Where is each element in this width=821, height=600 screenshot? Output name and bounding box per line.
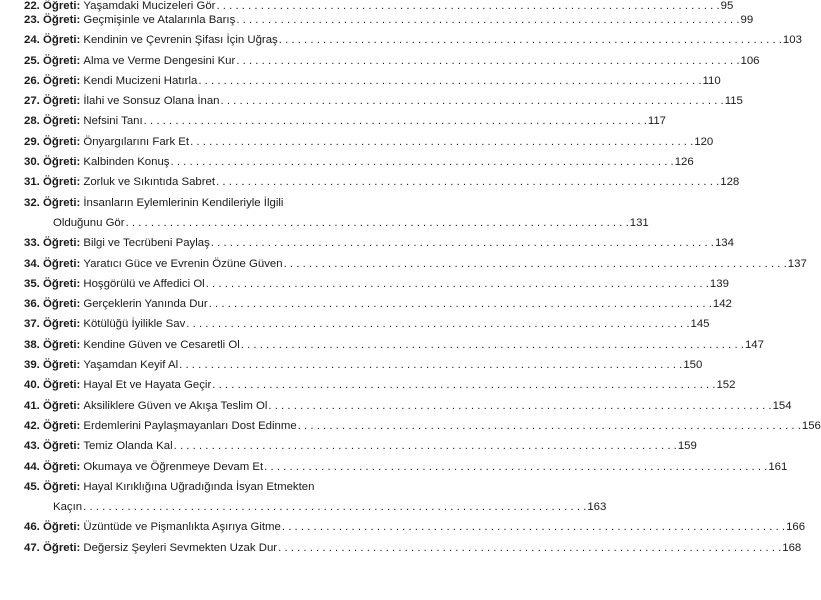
toc-entry-title: Değersiz Şeyleri Sevmekten Uzak Dur <box>83 541 278 554</box>
toc-entry-number <box>24 298 80 310</box>
toc-entry-page: 161 <box>768 460 788 473</box>
toc-entry-label: Öğreti: <box>43 338 81 351</box>
toc-entry-number <box>24 542 80 554</box>
toc-entry-title: Kalbinden Konuş <box>83 156 170 169</box>
toc-entry <box>24 419 821 440</box>
toc-entry-number <box>24 95 80 107</box>
toc-entry-index: 23. <box>24 14 40 26</box>
toc-entry-label: Öğreti: <box>43 156 81 169</box>
toc-entry-page: 115 <box>724 95 743 108</box>
toc-entry-page: 139 <box>709 277 729 290</box>
toc-entry-label: Öğreti: <box>43 237 81 250</box>
toc-entry-label: Öğreti: <box>43 176 81 189</box>
toc-entry-number <box>24 440 80 452</box>
toc-entry-label: Öğreti: <box>43 0 81 12</box>
toc-entry-title: Erdemlerini Paylaşmayanları Dost Edinme <box>83 419 297 432</box>
toc-entry-label: Öğreti: <box>43 521 81 534</box>
toc-entry-index: 35. <box>24 277 40 290</box>
toc-dot-leader <box>282 521 785 533</box>
toc-entry-number <box>24 339 80 351</box>
toc-entry-page: 120 <box>694 135 714 148</box>
toc-dot-leader <box>284 258 787 270</box>
toc-entry-label: Öğreti: <box>43 318 81 331</box>
toc-entry-title: Hayal Et ve Hayata Geçir <box>83 379 212 392</box>
table-of-contents <box>24 0 821 562</box>
toc-entry-title: Nefsini Tanı <box>83 115 143 128</box>
toc-entry-number <box>24 0 80 12</box>
toc-entry-label: Öğreti: <box>43 196 81 209</box>
toc-entry <box>24 440 697 460</box>
toc-entry <box>24 0 734 14</box>
toc-entry-page: 110 <box>702 74 721 87</box>
toc-entry <box>24 541 802 562</box>
toc-dot-leader <box>216 176 719 188</box>
toc-dot-leader <box>212 379 715 391</box>
toc-entry-page: 126 <box>674 156 694 169</box>
toc-dot-leader <box>221 95 724 107</box>
toc-entry <box>24 216 649 237</box>
toc-entry <box>24 318 710 338</box>
toc-entry-label: Öğreti: <box>43 74 81 87</box>
toc-entry-index: 22. <box>24 0 40 12</box>
toc-entry-index: 33. <box>24 237 40 250</box>
toc-entry-index: 30. <box>24 156 40 169</box>
toc-entry <box>24 359 703 379</box>
toc-entry-label: Öğreti: <box>43 480 81 493</box>
toc-dot-leader <box>171 156 674 168</box>
toc-entry-label: Öğreti: <box>43 95 81 108</box>
toc-entry-page: 142 <box>712 298 732 311</box>
toc-entry-title: Aksiliklere Güven ve Akışa Teslim Ol <box>83 399 268 412</box>
toc-entry <box>24 277 729 298</box>
toc-entry-label: Öğreti: <box>43 54 81 67</box>
toc-entry-title: Bilgi ve Tecrübeni Paylaş <box>83 237 210 250</box>
toc-entry-label: Öğreti: <box>43 440 81 453</box>
toc-entry-index: 26. <box>24 74 40 87</box>
toc-dot-leader <box>211 237 714 249</box>
toc-entry-number <box>24 258 80 270</box>
toc-entry-title: Üzüntüde ve Pişmanlıkta Aşırıya Gitme <box>83 521 281 534</box>
toc-entry-label: Öğreti: <box>43 399 81 412</box>
toc-entry-index: 24. <box>24 34 40 47</box>
toc-entry-number <box>24 176 80 188</box>
toc-entry-title: İlahi ve Sonsuz Olana İnan <box>83 95 220 108</box>
toc-entry-index: 29. <box>24 135 40 148</box>
toc-entry-title: Olduğunu Gör <box>53 216 125 229</box>
toc-entry <box>24 95 743 115</box>
toc-entry <box>24 338 764 359</box>
toc-entry-index: 37. <box>24 318 40 331</box>
toc-entry <box>24 521 806 541</box>
toc-entry-page: 99 <box>740 14 754 26</box>
toc-dot-leader <box>144 115 647 127</box>
toc-entry-title: Yaşamdaki Mucizeleri Gör <box>83 0 216 12</box>
toc-entry-number <box>24 75 80 87</box>
toc-entry-page: 106 <box>740 54 760 67</box>
toc-entry-number <box>24 481 80 493</box>
toc-entry <box>24 156 694 176</box>
toc-entry-label: Öğreti: <box>43 277 81 290</box>
toc-entry-page: 168 <box>782 541 802 554</box>
toc-dot-leader <box>264 461 767 473</box>
toc-entry-page: 134 <box>714 237 734 250</box>
toc-entry-page: 150 <box>683 359 703 372</box>
toc-entry-index: 32. <box>24 196 40 209</box>
toc-entry-title: Zorluk ve Sıkıntıda Sabret <box>83 176 216 189</box>
toc-entry-title: Gerçeklerin Yanında Dur <box>83 298 208 311</box>
toc-entry <box>24 237 734 257</box>
toc-entry <box>24 135 714 156</box>
toc-entry <box>24 54 760 75</box>
toc-entry <box>24 197 394 217</box>
toc-entry-label: Öğreti: <box>43 419 81 432</box>
toc-entry-title: İnsanların Eylemlerinin Kendileriyle İlgili <box>83 196 284 209</box>
toc-entry-page: 147 <box>744 338 764 351</box>
toc-entry-number <box>24 55 80 67</box>
toc-entry-index: 43. <box>24 440 40 453</box>
toc-entry-title: Kendi Mucizeni Hatırla <box>83 74 198 87</box>
toc-entry-index: 46. <box>24 521 40 534</box>
toc-dot-leader <box>268 400 771 412</box>
toc-entry-number <box>24 14 80 26</box>
toc-entry-number <box>24 359 80 371</box>
toc-entry <box>24 176 740 196</box>
toc-entry-index: 47. <box>24 541 40 554</box>
toc-entry-title: Temiz Olanda Kal <box>83 440 173 453</box>
toc-entry-index: 38. <box>24 338 40 351</box>
toc-entry-index: 44. <box>24 460 40 473</box>
toc-dot-leader <box>186 318 689 330</box>
toc-entry <box>24 501 607 521</box>
toc-entry-page: 117 <box>647 115 667 128</box>
toc-entry-label: Öğreti: <box>43 115 81 128</box>
toc-dot-leader <box>298 420 801 432</box>
toc-dot-leader <box>278 542 781 554</box>
toc-dot-leader <box>236 14 739 26</box>
toc-entry-title: Okumaya ve Öğrenmeye Devam Et <box>83 460 264 473</box>
toc-entry-index: 34. <box>24 257 40 270</box>
toc-entry <box>24 115 667 135</box>
toc-entry-page: 154 <box>772 399 792 412</box>
toc-entry-title: Kaçın <box>53 501 83 514</box>
toc-dot-leader <box>179 359 682 371</box>
toc-entry-number <box>24 420 80 432</box>
toc-entry-index: 25. <box>24 54 40 67</box>
toc-entry-number <box>24 400 80 412</box>
toc-entry-label: Öğreti: <box>43 14 81 26</box>
toc-entry-index: 27. <box>24 95 40 108</box>
toc-entry-number <box>24 156 80 168</box>
toc-entry-page: 159 <box>677 440 697 453</box>
toc-entry-page: 131 <box>629 216 649 229</box>
toc-entry <box>24 298 732 318</box>
toc-entry-title: Önyargılarını Fark Et <box>83 135 190 148</box>
toc-entry-index: 45. <box>24 480 40 493</box>
toc-entry <box>24 399 792 420</box>
toc-entry <box>24 460 788 481</box>
toc-entry-page: 128 <box>720 176 740 189</box>
toc-entry-number <box>24 136 80 148</box>
toc-entry-label: Öğreti: <box>43 257 81 270</box>
toc-entry-title: Kendinin ve Çevrenin Şifası İçin Uğraş <box>83 34 278 47</box>
toc-entry-title: Hoşgörülü ve Affedici Ol <box>83 277 205 290</box>
toc-entry-page: 166 <box>786 521 806 534</box>
toc-entry-number <box>24 197 80 209</box>
toc-dot-leader <box>174 440 677 452</box>
toc-entry-page: 163 <box>587 501 607 514</box>
toc-entry-label: Öğreti: <box>43 135 81 148</box>
toc-entry-page: 137 <box>787 257 807 270</box>
toc-entry-page: 152 <box>716 379 736 392</box>
toc-entry <box>24 379 736 399</box>
toc-entry <box>24 74 721 95</box>
toc-entry-number <box>24 318 80 330</box>
toc-entry-label: Öğreti: <box>43 359 81 372</box>
toc-entry-title: Yaşamdan Keyif Al <box>83 359 179 372</box>
toc-dot-leader <box>209 298 712 310</box>
toc-entry <box>24 14 754 34</box>
toc-entry <box>24 257 807 278</box>
toc-entry-label: Öğreti: <box>43 460 81 473</box>
toc-entry-page: 156 <box>801 419 821 432</box>
toc-entry-number <box>24 115 80 127</box>
toc-entry-index: 40. <box>24 379 40 392</box>
toc-dot-leader <box>216 0 719 12</box>
toc-entry-title: Hayal Kırıklığına Uğradığında İsyan Etmekten <box>83 480 315 493</box>
toc-entry <box>24 481 394 501</box>
toc-entry-index: 31. <box>24 176 40 189</box>
toc-entry-label: Öğreti: <box>43 298 81 311</box>
toc-entry-title: Geçmişinle ve Atalarınla Barış <box>83 14 236 26</box>
toc-entry-label: Öğreti: <box>43 379 81 392</box>
toc-entry-label: Öğreti: <box>43 541 81 554</box>
toc-entry-label: Öğreti: <box>43 34 81 47</box>
toc-dot-leader <box>241 339 744 351</box>
toc-entry-index: 39. <box>24 359 40 372</box>
toc-entry-title: Kendine Güven ve Cesaretli Ol <box>83 338 240 351</box>
toc-entry-index: 42. <box>24 419 40 432</box>
toc-dot-leader <box>279 34 782 46</box>
toc-entry-title: Yaratıcı Güce ve Evrenin Özüne Güven <box>83 257 283 270</box>
toc-entry-number <box>24 237 80 249</box>
toc-entry-page: 95 <box>720 0 734 12</box>
toc-entry-number <box>24 278 80 290</box>
toc-entry-title: Kötülüğü İyilikle Sav <box>83 318 186 331</box>
toc-entry-index: 28. <box>24 115 40 128</box>
toc-dot-leader <box>206 278 709 290</box>
toc-entry-page: 103 <box>782 34 802 47</box>
toc-dot-leader <box>236 55 739 67</box>
toc-entry-number <box>24 461 80 473</box>
toc-entry-page: 145 <box>690 318 710 331</box>
toc-entry-number <box>24 34 80 46</box>
toc-entry-index: 41. <box>24 399 40 412</box>
toc-dot-leader <box>190 136 693 148</box>
toc-dot-leader <box>198 75 701 87</box>
toc-dot-leader <box>83 501 586 513</box>
toc-entry-title: Alma ve Verme Dengesini Kur <box>83 54 236 67</box>
toc-entry-number <box>24 521 80 533</box>
toc-entry-index: 36. <box>24 298 40 311</box>
toc-dot-leader <box>126 217 629 229</box>
toc-entry <box>24 34 802 54</box>
toc-entry-number <box>24 379 80 391</box>
